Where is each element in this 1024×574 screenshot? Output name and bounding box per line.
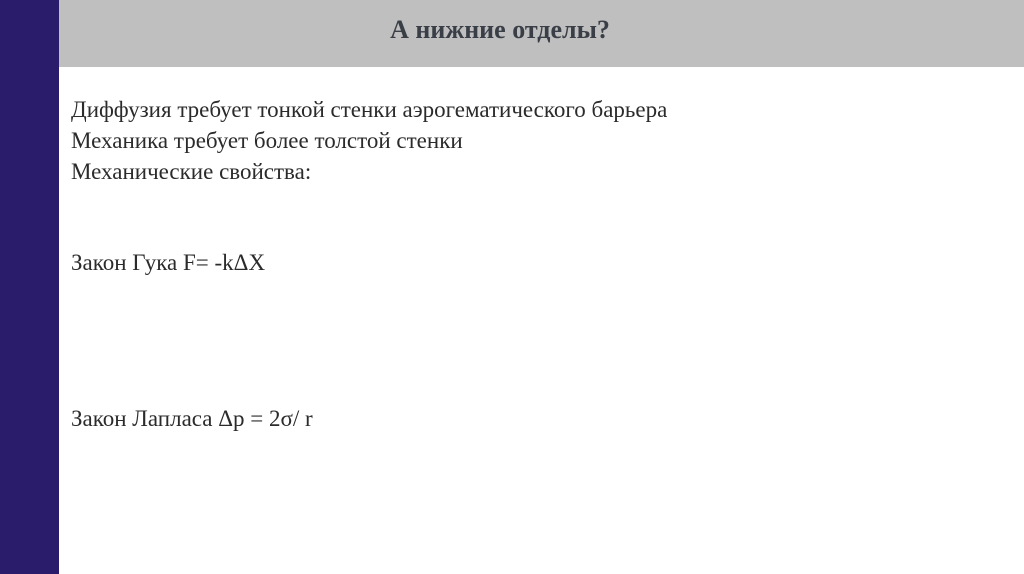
title-bar: [59, 0, 1024, 67]
left-accent-bar: [0, 0, 59, 574]
slide-title: А нижние отделы?: [390, 15, 610, 44]
text-line-diffusion: Диффузия требует тонкой стенки аэрогематического барьера: [71, 97, 668, 122]
text-line-mechanics: Механика требует более толстой стенки: [71, 128, 463, 153]
text-line-laplace-law: Закон Лапласа Δp = 2σ/ r: [71, 406, 313, 431]
text-line-hooke-law: Закон Гука F= -kΔX: [71, 250, 266, 275]
text-line-mechanical-properties: Механические свойства:: [71, 159, 312, 184]
